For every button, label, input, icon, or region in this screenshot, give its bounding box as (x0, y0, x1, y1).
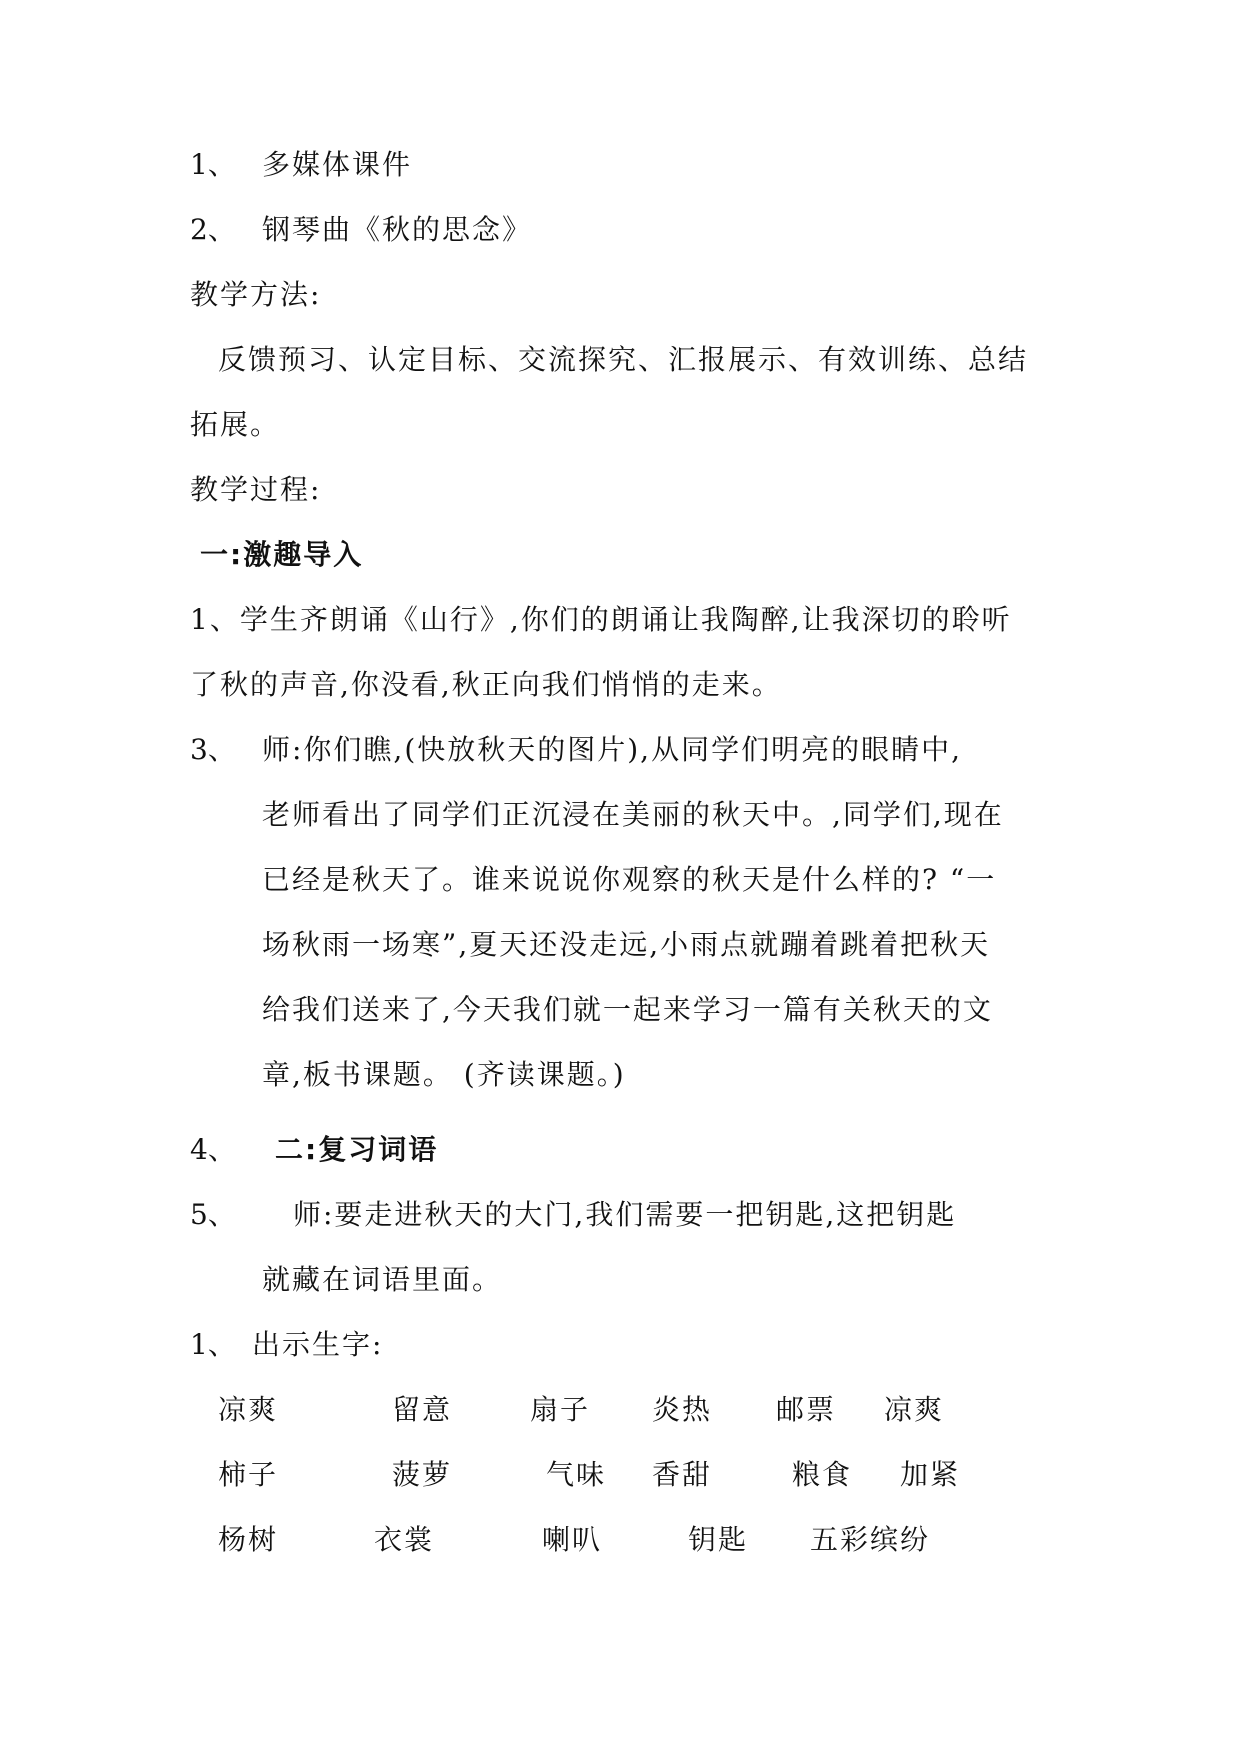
item-3-line-6: 章,板书课题。 (齐读课题。) (262, 1058, 626, 1091)
material-1-text: 多媒体课件 (262, 148, 413, 181)
item-3-number: 3、 (190, 733, 236, 766)
item-1b-number: 1、 (190, 1328, 236, 1361)
item-4-number: 4、 (190, 1133, 236, 1166)
word-row-1-2: 留意 (392, 1393, 453, 1426)
word-row-1-3: 扇子 (530, 1393, 591, 1426)
word-row-3-5: 五彩缤纷 (810, 1523, 931, 1556)
material-2-text: 钢琴曲《秋的思念》 (262, 213, 533, 246)
process-heading: 教学过程: (190, 473, 322, 506)
item-1b-text: 出示生字: (252, 1328, 384, 1361)
word-row-2-5: 粮食 (792, 1458, 853, 1491)
section-2-heading: 二:复习词语 (275, 1133, 439, 1166)
item-3-line-2: 老师看出了同学们正沉浸在美丽的秋天中。,同学们,现在 (262, 798, 1004, 831)
item-1-line-1: 1、学生齐朗诵《山行》,你们的朗诵让我陶醉,让我深切的聆听 (190, 603, 1012, 636)
word-row-2-1: 柿子 (218, 1458, 279, 1491)
item-1-line-2: 了秋的声音,你没看,秋正向我们悄悄的走来。 (190, 668, 782, 701)
word-row-2-2: 菠萝 (392, 1458, 453, 1491)
item-5-line-2: 就藏在词语里面。 (262, 1263, 503, 1296)
word-row-3-3: 喇叭 (542, 1523, 603, 1556)
word-row-3-2: 衣裳 (374, 1523, 435, 1556)
word-row-2-4: 香甜 (652, 1458, 713, 1491)
word-row-1-4: 炎热 (652, 1393, 713, 1426)
word-row-1-5: 邮票 (776, 1393, 837, 1426)
item-5-number: 5、 (190, 1198, 236, 1231)
material-2-number: 2、 (190, 213, 236, 246)
word-row-2-3: 气味 (546, 1458, 607, 1491)
item-3-line-3: 已经是秋天了。谁来说说你观察的秋天是什么样的? “一 (262, 863, 997, 896)
methods-heading: 教学方法: (190, 278, 322, 311)
material-1-number: 1、 (190, 148, 236, 181)
section-1-heading: 一:激趣导入 (200, 538, 364, 571)
word-row-1-6: 凉爽 (884, 1393, 945, 1426)
item-3-line-1: 师:你们瞧,(快放秋天的图片),从同学们明亮的眼睛中, (262, 733, 962, 766)
item-3-line-5: 给我们送来了,今天我们就一起来学习一篇有关秋天的文 (262, 993, 993, 1026)
item-3-line-4: 场秋雨一场寒”,夏天还没走远,小雨点就蹦着跳着把秋天 (262, 928, 991, 961)
word-row-1-1: 凉爽 (218, 1393, 279, 1426)
item-5-line-1: 师:要走进秋天的大门,我们需要一把钥匙,这把钥匙 (293, 1198, 957, 1231)
methods-line-2: 拓展。 (190, 408, 281, 441)
word-row-3-4: 钥匙 (688, 1523, 749, 1556)
methods-line-1: 反馈预习、认定目标、交流探究、汇报展示、有效训练、总结 (218, 343, 1029, 376)
word-row-3-1: 杨树 (218, 1523, 279, 1556)
word-row-2-6: 加紧 (900, 1458, 961, 1491)
